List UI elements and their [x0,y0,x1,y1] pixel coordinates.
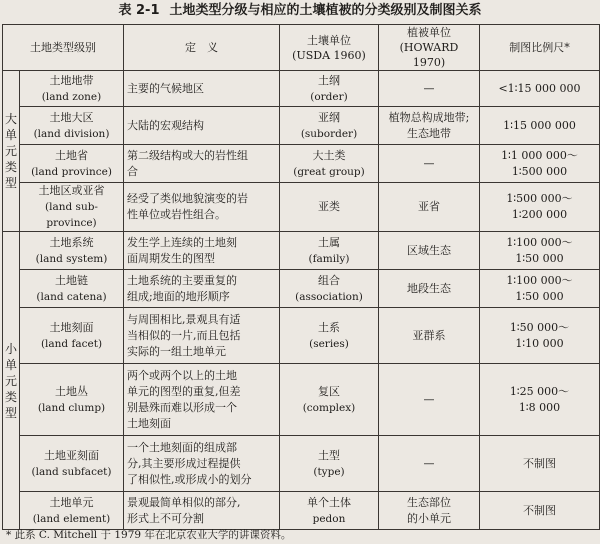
veg-line: 亚群系 [412,328,446,342]
table-title [0,0,600,24]
level-cn: 土地链 [55,273,88,287]
table-number: 表 2-1 [118,3,160,18]
soil-en: (type) [313,465,345,478]
soil-cn: 亚类 [318,200,340,213]
level-en: (land system) [35,252,108,265]
scale-line: 1∶15 000 000 [503,118,576,132]
definition-line: 第二级结构或大的岩性组 [127,148,248,162]
veg-cell [379,232,480,270]
scale-line: 1∶500 000～ [506,192,573,205]
scale-line: 1∶100 000～ [506,235,573,249]
soil-cell [280,183,379,232]
level-cn: 土地区或亚省 [38,184,105,197]
scale-cell [480,270,600,308]
definition-cell [124,364,280,436]
table-row [3,436,600,492]
soil-cell [280,492,379,530]
scale-cell [480,232,600,270]
level-en: (land clump) [37,401,106,414]
soil-en: pedon [312,512,346,525]
veg-cell [379,71,480,107]
scale-line: 1∶10 000 [515,336,564,350]
level-en: (land division) [33,127,110,140]
definition-cell [124,145,280,183]
soil-en: (great group) [293,165,365,178]
definition-cell [124,232,280,270]
scale-cell [480,436,600,492]
definition-cell [124,71,280,107]
soil-cn: 土型 [318,448,340,462]
scale-line: 不制图 [523,456,556,470]
level-en: (land catena) [36,290,107,303]
veg-line: 的小单元 [407,511,451,525]
table-row [3,364,600,436]
scale-line: 1∶100 000～ [506,273,573,287]
definition-line: 一个土地刻面的组成部 [127,440,237,454]
soil-cn: 组合 [318,273,340,287]
level-en: (land province) [31,165,112,178]
level-en: (land subfacet) [31,465,112,478]
table-row [3,308,600,364]
soil-cell [280,71,379,107]
header-soil [280,25,379,71]
header-soil-line1: 土壤单位 [307,33,351,47]
veg-cell [379,436,480,492]
level-en: (land sub-province) [45,201,98,229]
soil-en: (association) [295,290,363,303]
veg-line: — [423,81,435,95]
scale-line: 1∶200 000 [511,208,568,221]
scale-line: 1∶50 000～ [509,320,570,334]
veg-cell [379,107,480,145]
category-small-units: 小单元类型 [3,232,20,530]
header-vegetation [379,25,480,71]
definition-line: 经受了类似地貌演变的岩 [127,192,248,205]
level-cn: 土地刻面 [49,320,94,334]
header-veg-line2: (HOWARD 1970) [399,41,459,69]
veg-line: — [423,392,435,406]
table-row [3,232,600,270]
level-en: (land zone) [41,90,102,103]
veg-cell [379,270,480,308]
scale-line: 1∶500 000 [511,164,568,178]
soil-cn: 土纲 [318,73,340,87]
definition-line: 形式上不可分割 [127,511,204,525]
soil-cn: 亚纲 [318,110,340,124]
veg-line: 植物总构成地带; [388,110,470,124]
level-cn: 土地系统 [49,235,94,249]
header-scale: 制图比例尺* [480,25,600,71]
veg-cell [379,183,480,232]
scale-cell [480,492,600,530]
scale-line: <1∶15 000 000 [498,81,581,95]
level-en: (land element) [32,512,111,525]
level-cell [20,183,124,232]
definition-line: 单元的图型的重复,但差 [127,384,241,398]
soil-cell [280,107,379,145]
veg-line: 地段生态 [407,281,451,295]
definition-line: 大陆的宏观结构 [127,118,204,132]
definition-line: 组成;地面的地形顺序 [127,289,230,303]
veg-line: — [423,456,435,470]
veg-cell [379,364,480,436]
definition-line: 景观最简单相似的部分, [127,495,241,509]
table-title-text: 土地类型分级与相应的土壤植被的分类级别及制图关系 [169,3,482,18]
level-cn: 土地省 [55,148,88,162]
header-level: 土地类型级别 [3,25,124,71]
veg-line: 生态地带 [407,126,451,140]
soil-cell [280,308,379,364]
scale-cell [480,364,600,436]
definition-line: 当相似的一片,而且包括 [127,328,241,342]
definition-line: 土地刻面 [127,416,171,430]
level-cell [20,364,124,436]
soil-en: (order) [310,90,348,103]
table-row [3,71,600,107]
soil-cn: 土系 [318,320,340,334]
table-row [3,107,600,145]
level-cn: 土地亚刻面 [44,448,99,462]
level-cell [20,232,124,270]
definition-line: 与周围相比,景观具有适 [127,312,241,326]
table-row [3,145,600,183]
level-cell [20,492,124,530]
definition-cell [124,270,280,308]
definition-line: 合 [127,164,138,178]
scale-cell [480,145,600,183]
scale-line: 1∶25 000～ [509,384,570,398]
soil-cell [280,145,379,183]
veg-cell [379,308,480,364]
definition-cell [124,308,280,364]
level-cell [20,107,124,145]
level-cell [20,436,124,492]
soil-cell [280,364,379,436]
level-cn: 土地丛 [55,384,88,398]
veg-cell [379,145,480,183]
definition-line: 性单位或岩性组合。 [127,208,226,221]
scale-cell [480,71,600,107]
veg-line: 区域生态 [407,243,451,257]
definition-line: 别悬殊而难以形成一个 [127,400,237,414]
definition-cell [124,183,280,232]
scale-cell [480,107,600,145]
category-large-units: 大单元类型 [3,71,20,232]
definition-line: 土地系统的主要重复的 [127,273,237,287]
scale-cell [480,183,600,232]
table-row [3,183,600,232]
header-definition: 定 义 [124,25,280,71]
soil-cn: 复区 [318,384,340,398]
soil-cn: 大土类 [312,148,346,162]
level-cn: 土地单元 [49,495,94,509]
definition-line: 发生学上连续的土地刻 [127,235,237,249]
level-cell [20,308,124,364]
definition-line: 面周期发生的图型 [127,251,215,265]
soil-cn: 土属 [318,235,340,249]
land-classification-table [2,24,600,530]
table-row [3,492,600,530]
scale-line: 不制图 [523,503,556,517]
scale-line: 1∶1 000 000～ [501,148,578,162]
definition-cell [124,492,280,530]
scale-line: 1∶8 000 [518,400,561,414]
soil-cell [280,232,379,270]
definition-line: 了相似性,或形成小的划分 [127,472,252,486]
soil-en: (series) [309,337,349,350]
header-veg-line1: 植被单位 [407,26,451,39]
soil-en: (family) [308,252,350,265]
definition-line: 分,其主要形成过程提供 [127,456,241,470]
level-cell [20,71,124,107]
veg-line: — [423,156,435,170]
level-cn: 土地地带 [49,73,94,87]
soil-cell [280,436,379,492]
soil-cn: 单个土体 [307,495,351,509]
definition-line: 两个或两个以上的土地 [127,368,237,382]
soil-en: (suborder) [300,127,358,140]
definition-cell [124,436,280,492]
scale-cell [480,308,600,364]
scale-line: 1∶50 000 [515,289,564,303]
table-row [3,270,600,308]
veg-line: 生态部位 [407,495,451,509]
definition-line: 主要的气候地区 [127,81,204,95]
soil-cell [280,270,379,308]
definition-cell [124,107,280,145]
level-cn: 土地大区 [49,110,94,124]
header-row [3,25,600,71]
level-cell [20,270,124,308]
veg-line: 亚省 [418,200,440,213]
definition-line: 实际的一组土地单元 [127,344,226,358]
footnote: * 此系 C. Mitchell 于 1979 年在北京农业大学的讲课资料。 [6,529,292,541]
veg-cell [379,492,480,530]
level-cell [20,145,124,183]
soil-en: (complex) [302,401,356,414]
scale-line: 1∶50 000 [515,251,564,265]
level-en: (land facet) [40,337,103,350]
header-soil-line2: (USDA 1960) [292,48,366,62]
